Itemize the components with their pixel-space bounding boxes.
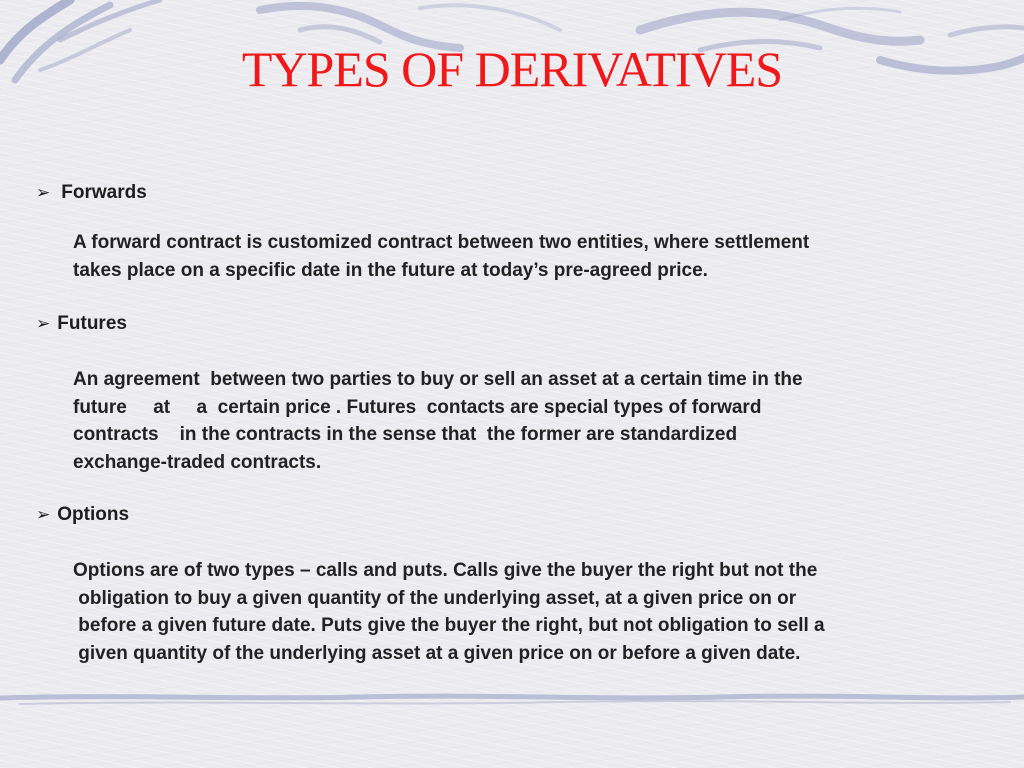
body-line: exchange-traded contracts. — [73, 451, 322, 473]
body-line: A forward contract is customized contract between two entities, where settlement — [73, 232, 810, 253]
section-heading-forwards — [36, 182, 147, 204]
arrowhead-bullet-icon: ➢ — [36, 183, 51, 202]
section-body-forwards — [73, 229, 809, 284]
body-line: future at a certain price . Futures contacts are special types of forward — [73, 396, 762, 418]
section-heading-label: Forwards — [61, 182, 147, 203]
section-heading-label: Options — [57, 504, 130, 525]
section-body-options — [73, 557, 825, 667]
body-line: takes place on a specific date in the future at today’s pre-agreed price. — [73, 259, 708, 281]
section-heading-options — [36, 504, 129, 526]
body-line: An agreement between two parties to buy or sell an asset at a certain time in the — [73, 369, 803, 390]
body-line: given quantity of the underlying asset at a given price on or before a given date. — [73, 642, 801, 664]
section-heading-futures — [36, 313, 127, 335]
section-heading-label: Futures — [57, 313, 127, 334]
body-line: Options are of two types – calls and puts. Calls give the buyer the right but not the — [73, 560, 818, 581]
arrowhead-bullet-icon: ➢ — [36, 314, 51, 333]
slide-title: TYPES OF DERIVATIVES — [241, 41, 783, 97]
body-line: before a given future date. Puts give the buyer the right, but not obligation to sell a — [73, 615, 825, 636]
body-line: obligation to buy a given quantity of the underlying asset, at a given price on or — [73, 587, 797, 609]
arrowhead-bullet-icon: ➢ — [36, 505, 51, 524]
section-body-futures — [73, 366, 803, 476]
body-line: contracts in the contracts in the sense that the former are standardized — [73, 424, 738, 445]
